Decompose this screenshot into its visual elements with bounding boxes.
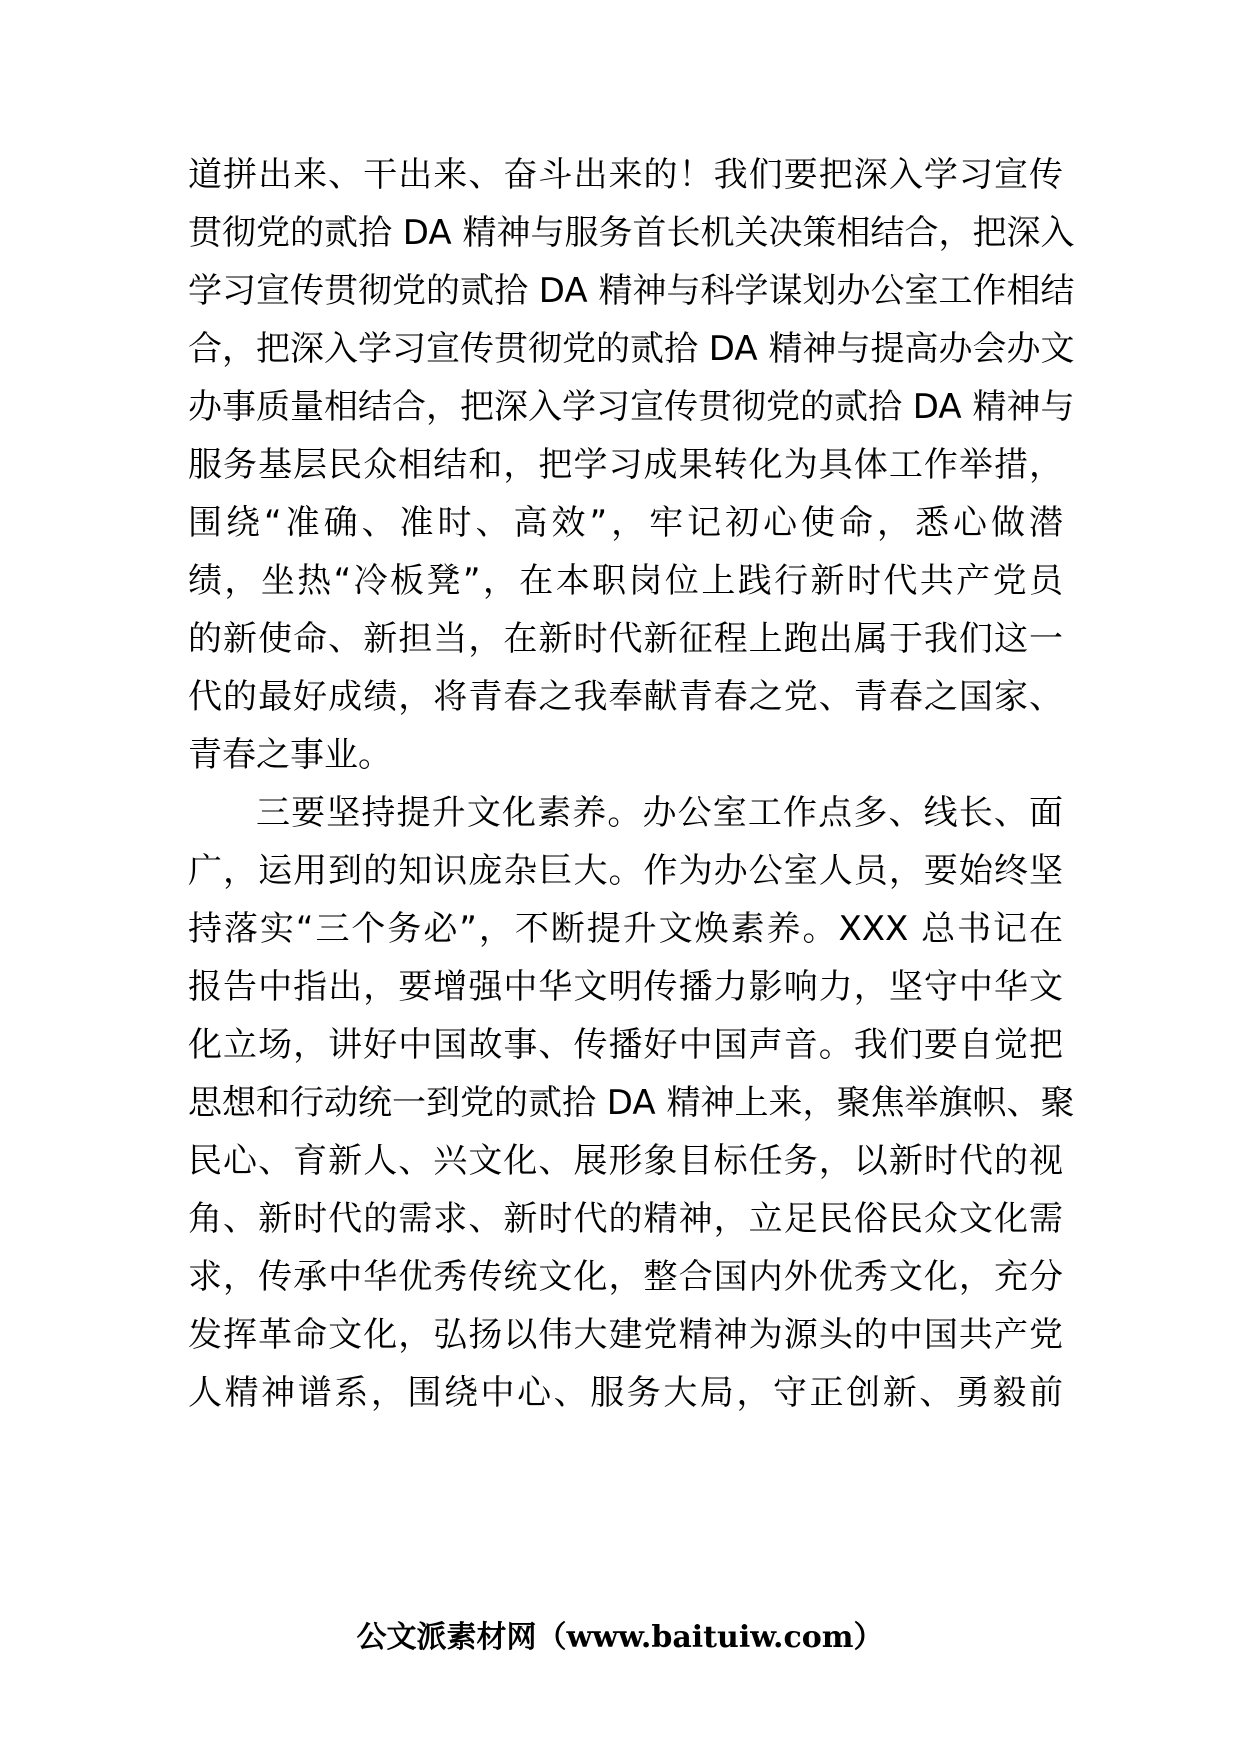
text-line: 服务基层民众相结和，把学习成果转化为具体工作举措， — [188, 445, 1063, 485]
text-line: 三要坚持提升文化素养。办公室工作点多、线长、面 — [256, 793, 1063, 833]
text-line: 角、新时代的需求、新时代的精神，立足民俗民众文化需 — [188, 1199, 1063, 1239]
text-line: 道拼出来、干出来、奋斗出来的！我们要把深入学习宣传 — [188, 155, 1063, 195]
text-line: 求，传承中华优秀传统文化，整合国内外优秀文化，充分 — [188, 1257, 1063, 1297]
text-line: 代的最好成绩，将青春之我奉献青春之党、青春之国家、 — [188, 677, 1063, 717]
text-line: 发挥革命文化，弘扬以伟大建党精神为源头的中国共产党 — [188, 1315, 1063, 1355]
text-line: 青春之事业。 — [188, 735, 392, 775]
footer-watermark: 公文派素材网（www.baituiw.com） — [356, 1620, 884, 1655]
text-line: 化立场，讲好中国故事、传播好中国声音。我们要自觉把 — [188, 1025, 1063, 1065]
text-line: 报告中指出，要增强中华文明传播力影响力，坚守中华文 — [188, 967, 1063, 1007]
text-line: 民心、育新人、兴文化、展形象目标任务，以新时代的视 — [188, 1141, 1063, 1181]
text-line: 贯彻党的贰拾 DA 精神与服务首长机关决策相结合，把深入 — [188, 213, 1075, 253]
text-line: 合，把深入学习宣传贯彻党的贰拾 DA 精神与提高办会办文 — [188, 329, 1075, 369]
text-line: 围绕“准确、准时、高效”，牢记初心使命，悉心做潜 — [188, 503, 1063, 543]
text-line: 人精神谱系，围绕中心、服务大局，守正创新、勇毅前 — [188, 1373, 1063, 1413]
text-line: 思想和行动统一到党的贰拾 DA 精神上来，聚焦举旗帜、聚 — [188, 1083, 1075, 1123]
text-line: 学习宣传贯彻党的贰拾 DA 精神与科学谋划办公室工作相结 — [188, 271, 1075, 311]
text-line: 持落实“三个务必”，不断提升文焕素养。XXX 总书记在 — [188, 909, 1063, 949]
text-line: 的新使命、新担当，在新时代新征程上跑出属于我们这一 — [188, 619, 1063, 659]
text-line: 绩，坐热“冷板凳”，在本职岗位上践行新时代共产党员 — [188, 561, 1063, 601]
text-line: 广，运用到的知识庞杂巨大。作为办公室人员，要始终坚 — [188, 851, 1063, 891]
text-line: 办事质量相结合，把深入学习宣传贯彻党的贰拾 DA 精神与 — [188, 387, 1075, 427]
